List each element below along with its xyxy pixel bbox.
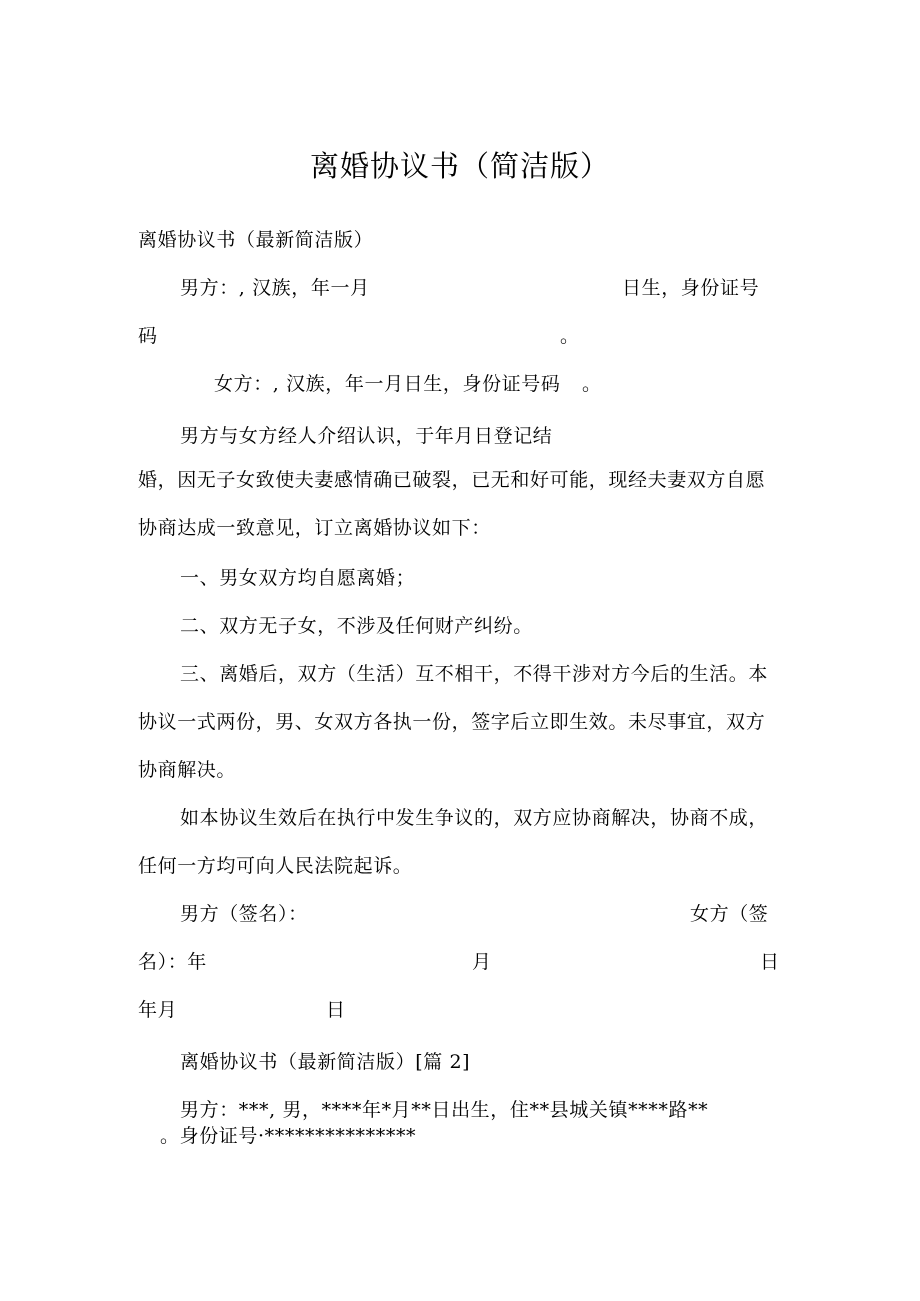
signature-date-start: 名）：年 — [138, 951, 207, 973]
dispute-line-2: 任何一方均可向人民法院起诉。 — [138, 855, 413, 877]
male-info-cont: 码 — [138, 325, 158, 347]
clause-3-line-3: 协商解决。 — [138, 759, 237, 781]
clause-2: 二、双方无子女，不涉及任何财产纠纷。 — [180, 615, 533, 637]
part-2-id-line: 。身份证号·*************** — [160, 1125, 417, 1147]
female-info-line: 女方：, 汉族，年一月日生，身份证号码 — [214, 373, 561, 395]
part-2-male-line: 男方：***, 男，****年*月**日出生，住**县城关镇****路** — [180, 1099, 709, 1121]
female-signature-label: 女方（签 — [690, 903, 769, 925]
male-info-line-end: 日生，身份证号 — [622, 277, 760, 299]
clause-1: 一、男女双方均自愿离婚； — [180, 567, 416, 589]
second-date-day: 日 — [326, 999, 346, 1021]
signature-date-month: 月 — [472, 951, 492, 973]
document-subtitle: 离婚协议书（最新简洁版） — [138, 229, 374, 251]
part-2-heading: 离婚协议书（最新简洁版）[篇 2] — [180, 1051, 471, 1073]
dispute-line-1: 如本协议生效后在执行中发生争议的，双方应协商解决，协商不成， — [180, 807, 769, 829]
clause-3-line-1: 三、离婚后，双方（生活）互不相干，不得干涉对方今后的生活。本 — [180, 663, 769, 685]
female-info-period: 。 — [582, 373, 602, 395]
male-info-period: 。 — [560, 325, 580, 347]
signature-date-day: 日 — [760, 951, 780, 973]
intro-line-3: 协商达成一致意见，订立离婚协议如下： — [138, 517, 491, 539]
intro-line-2: 婚，因无子女致使夫妻感情确已破裂，已无和好可能，现经夫妻双方自愿 — [138, 469, 766, 491]
male-signature-label: 男方（签名）： — [180, 903, 308, 925]
second-date-year-month: 年月 — [138, 999, 178, 1021]
clause-3-line-2: 协议一式两份，男、女双方各执一份，签字后立即生效。未尽事宜，双方 — [138, 711, 766, 733]
male-info-line: 男方：, 汉族，年一月 — [180, 277, 370, 299]
intro-line-1: 男方与女方经人介绍认识，于年月日登记结 — [180, 425, 553, 447]
document-title: 离婚协议书（简洁版） — [309, 149, 610, 183]
